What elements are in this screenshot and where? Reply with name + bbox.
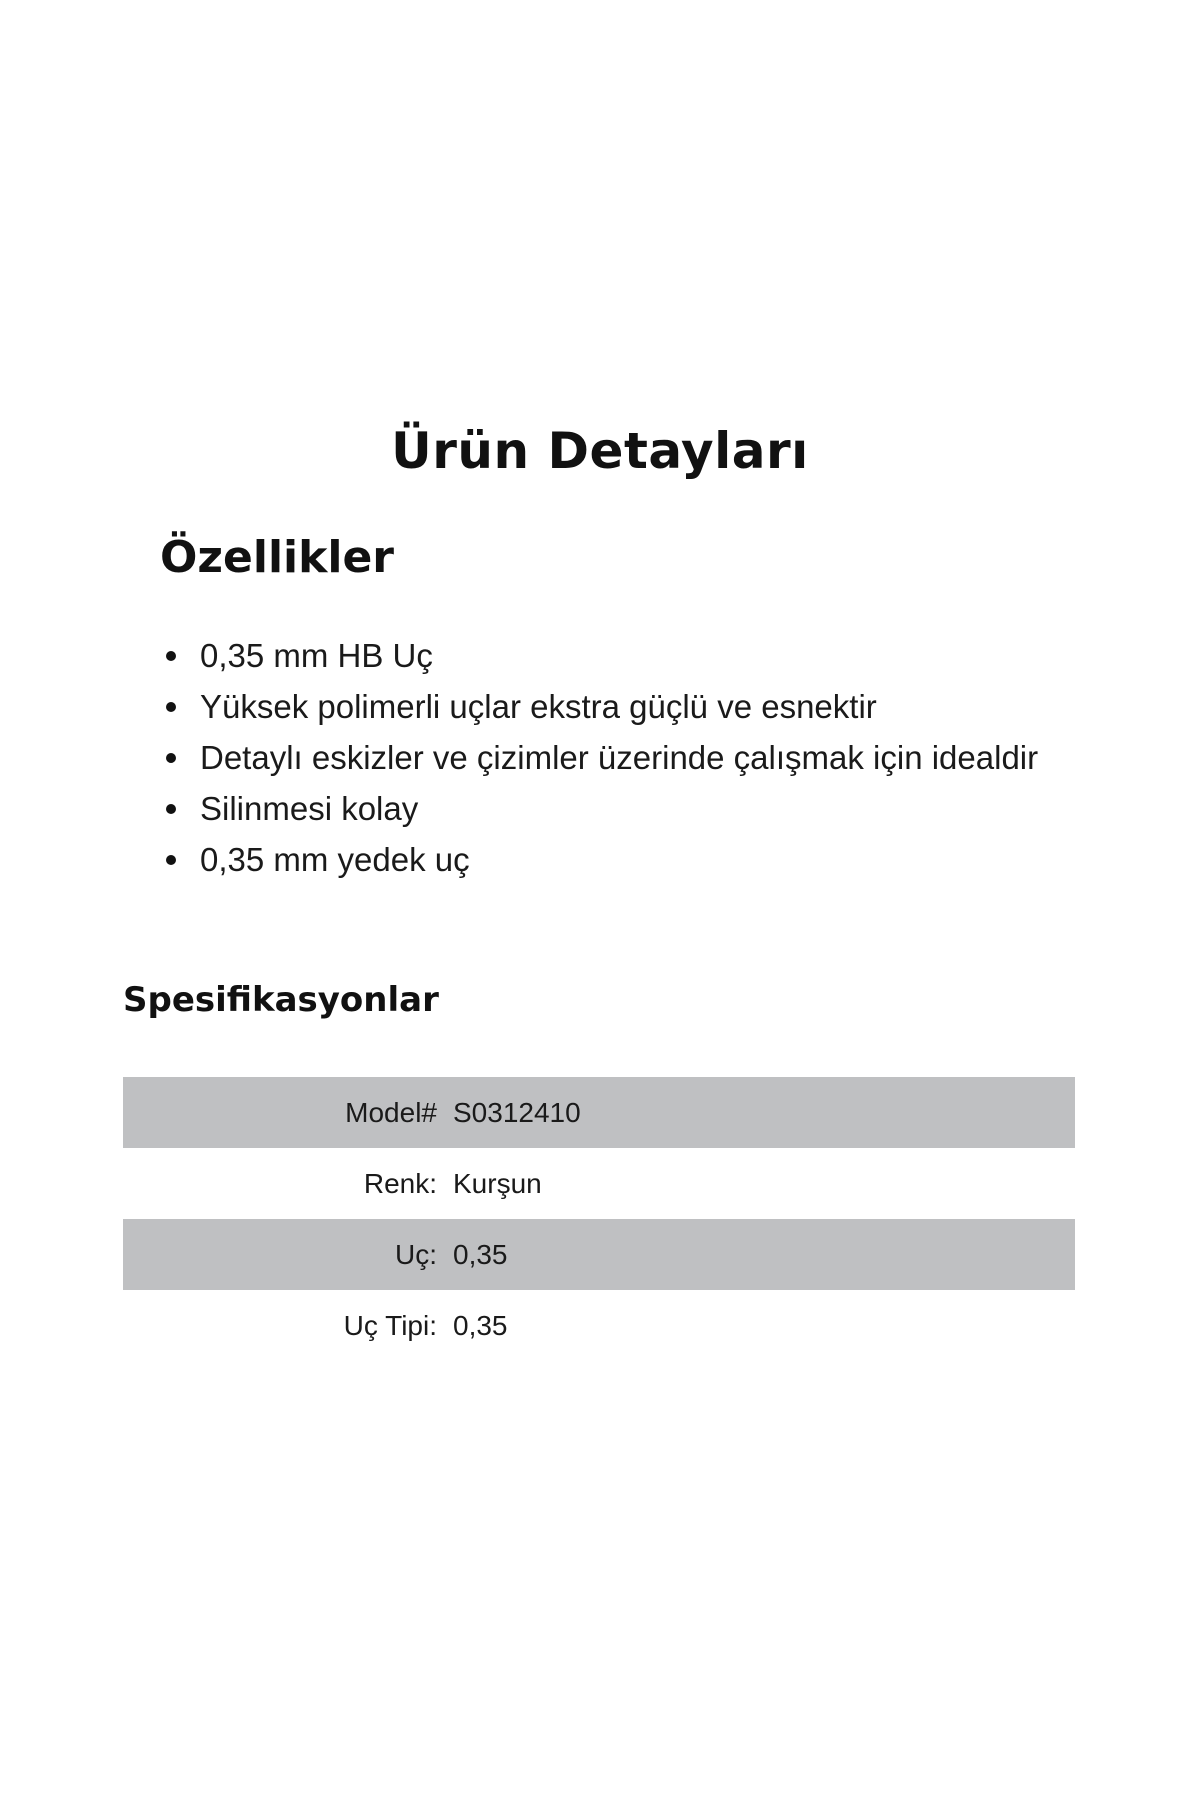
bullet-icon xyxy=(166,702,176,712)
features-heading: Özellikler xyxy=(160,532,394,583)
page-title: Ürün Detayları xyxy=(391,421,809,480)
list-item xyxy=(160,681,1038,732)
table-row xyxy=(123,1219,1075,1290)
list-item xyxy=(160,783,1038,834)
specs-table xyxy=(123,1077,1075,1361)
spec-label: Model# xyxy=(345,1096,437,1128)
bullet-icon xyxy=(166,804,176,814)
list-item-text: Silinmesi kolay xyxy=(200,790,419,827)
bullet-icon xyxy=(166,651,176,661)
spec-value: S0312410 xyxy=(453,1096,581,1128)
list-item-text: Yüksek polimerli uçlar ekstra güçlü ve esnektir xyxy=(200,688,877,725)
list-item-text: 0,35 mm yedek uç xyxy=(200,841,470,878)
spec-value: 0,35 xyxy=(453,1309,508,1341)
list-item-text: Detaylı eskizler ve çizimler üzerinde çalışmak için idealdir xyxy=(200,739,1039,776)
features-list xyxy=(160,630,1038,885)
list-item xyxy=(160,834,1038,885)
spec-label: Uç: xyxy=(395,1238,437,1270)
table-row xyxy=(123,1077,1075,1148)
spec-value: 0,35 xyxy=(453,1238,508,1270)
specs-heading: Spesifikasyonlar xyxy=(123,980,439,1020)
spec-value: Kurşun xyxy=(453,1167,542,1199)
list-item-text: 0,35 mm HB Uç xyxy=(200,637,433,674)
table-row xyxy=(123,1148,1075,1219)
spec-label: Uç Tipi: xyxy=(343,1309,437,1341)
spec-label: Renk: xyxy=(363,1167,437,1199)
bullet-icon xyxy=(166,753,176,763)
bullet-icon xyxy=(166,855,176,865)
list-item xyxy=(160,732,1038,783)
table-row xyxy=(123,1290,1075,1361)
list-item xyxy=(160,630,1038,681)
